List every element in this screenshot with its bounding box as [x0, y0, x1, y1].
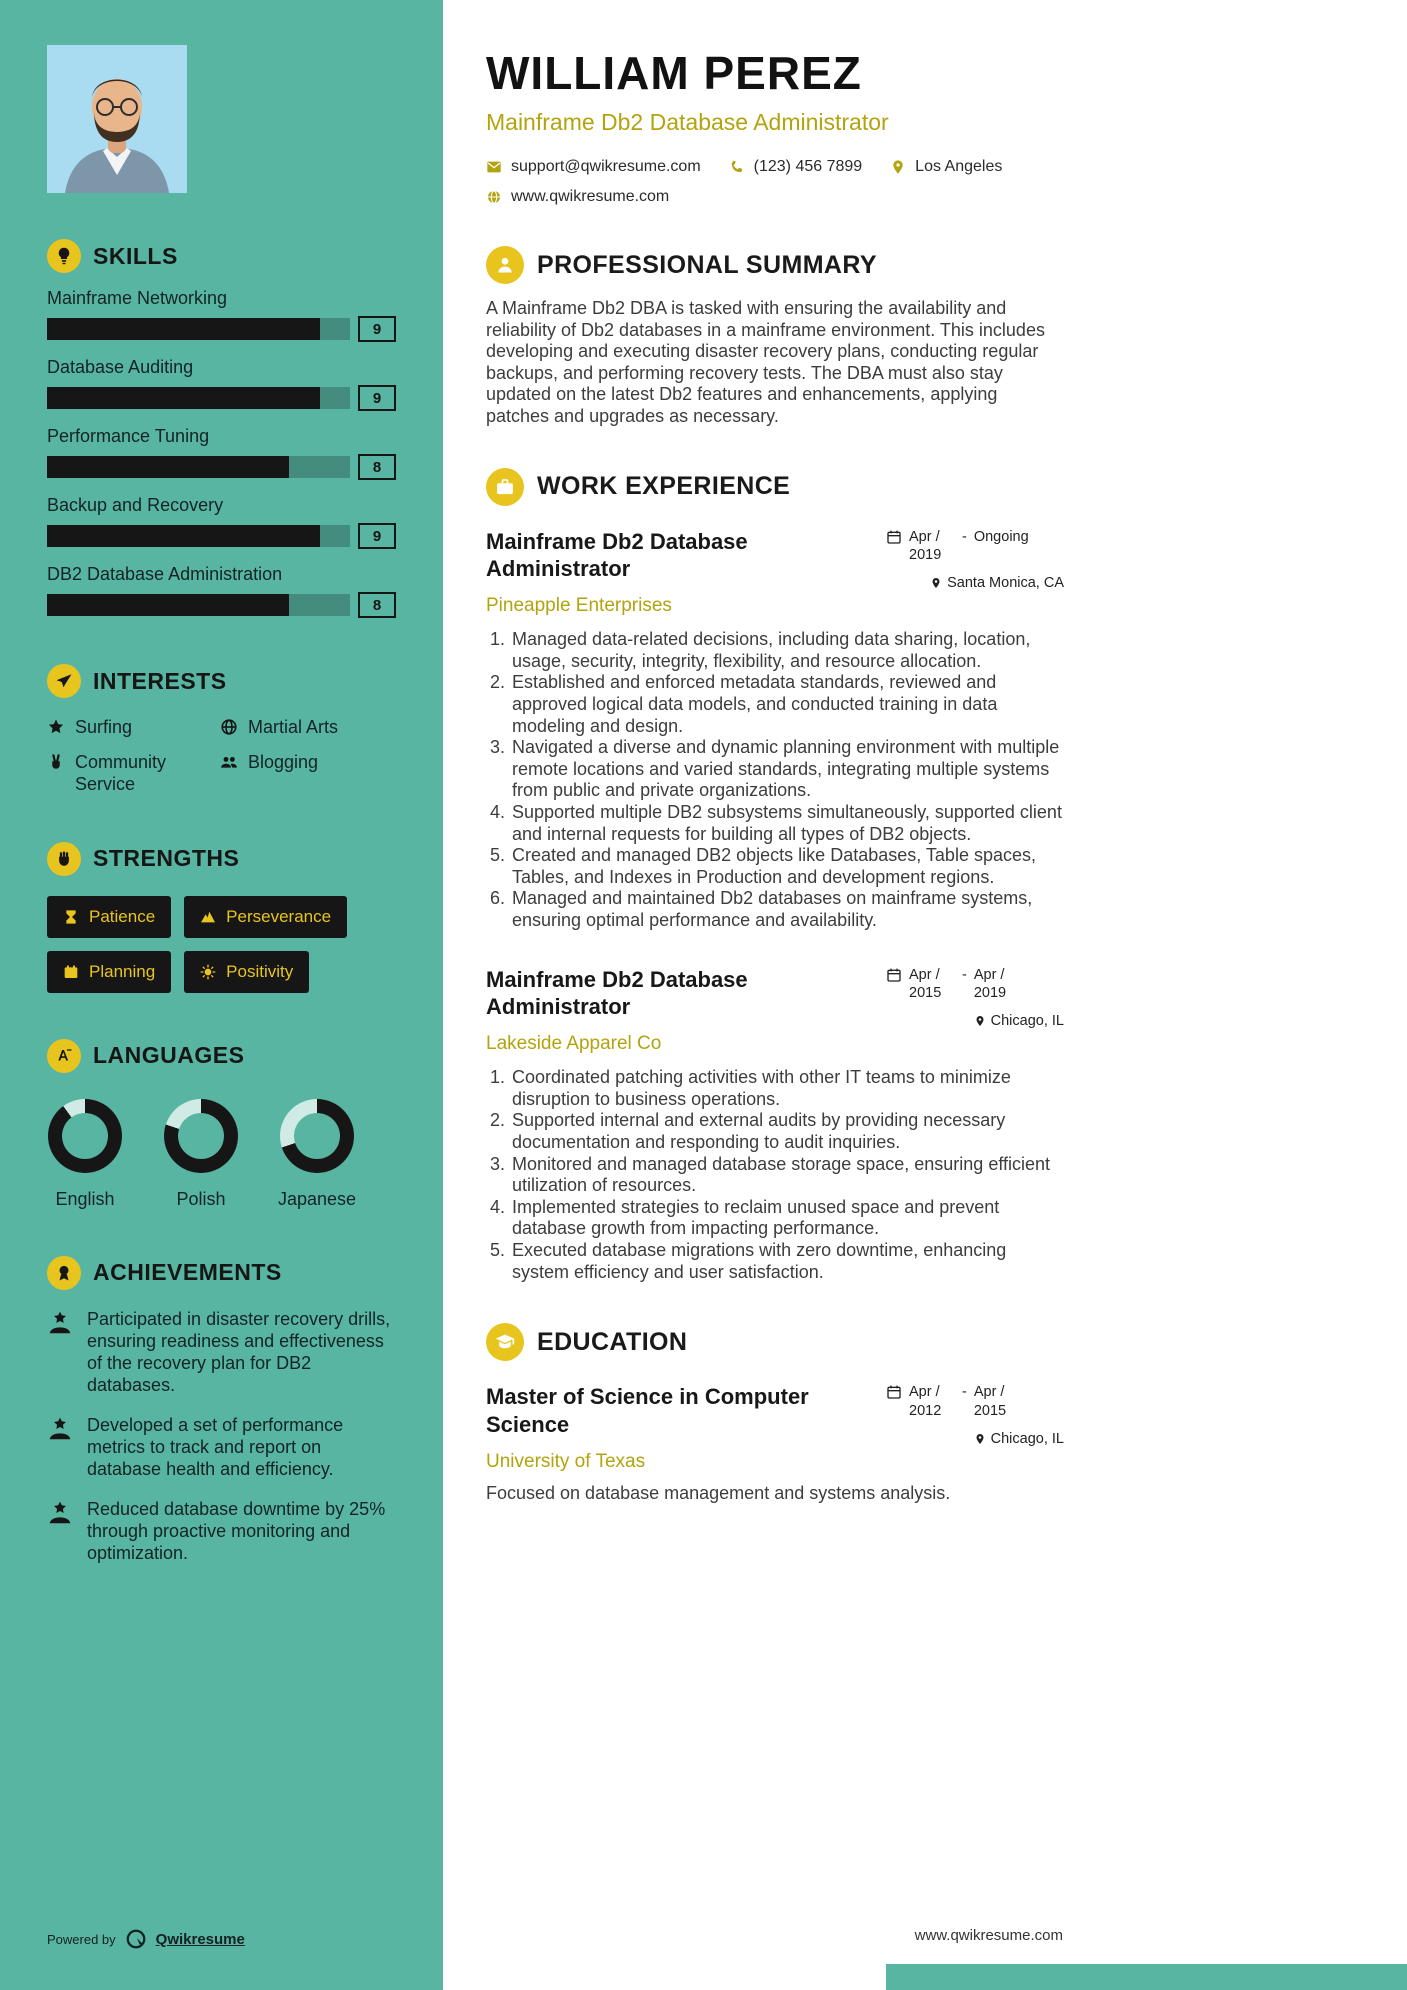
- interests-section: [47, 664, 396, 796]
- skill-bar: [47, 318, 350, 340]
- lightbulb-icon: [47, 239, 81, 273]
- education-section: [486, 1323, 1064, 1504]
- skill-bar: [47, 456, 350, 478]
- skills-section: [47, 239, 396, 618]
- award-hand-icon: [47, 1416, 73, 1442]
- company-name: Lakeside Apparel Co: [486, 1033, 662, 1055]
- pin-icon: [974, 1014, 986, 1028]
- hourglass-icon: [63, 909, 79, 925]
- date-separator: -: [962, 966, 967, 983]
- experience-title: WORK EXPERIENCE: [537, 472, 791, 501]
- location-item: [890, 158, 1002, 176]
- fist-icon: [47, 842, 81, 876]
- job-dates: [886, 966, 1064, 1004]
- candidate-title: Mainframe Db2 Database Administrator: [486, 109, 889, 135]
- achievement-item: [47, 1414, 396, 1481]
- language-item: [47, 1099, 123, 1210]
- interest-item: [47, 716, 220, 739]
- strengths-section: [47, 842, 396, 993]
- peace-hand-icon: [47, 753, 65, 771]
- calendar-icon: [886, 967, 902, 983]
- sidebar: [0, 0, 443, 1990]
- pin-icon: [974, 1432, 986, 1446]
- job-date-start: Apr / 2019: [909, 528, 942, 564]
- strength-label: Positivity: [226, 961, 294, 981]
- skills-heading: [47, 239, 396, 273]
- experience-heading: [486, 468, 1064, 506]
- language-donut-chart: [164, 1099, 238, 1173]
- job-role: Mainframe Db2 Database Administrator: [486, 966, 748, 1020]
- education-dates: [886, 1383, 1064, 1421]
- job-date-end: Apr / 2019: [973, 966, 1007, 1002]
- strength-patience: [47, 896, 171, 938]
- website-item: [486, 188, 669, 206]
- pin-icon: [930, 576, 942, 590]
- medal-icon: [47, 1256, 81, 1290]
- job-dates: [886, 528, 1064, 566]
- skill-score: 8: [358, 592, 396, 618]
- calendar-icon: [886, 1384, 902, 1400]
- bottom-accent-strip: [886, 1964, 1407, 1990]
- skill-item: [47, 357, 396, 411]
- skill-bar: [47, 594, 350, 616]
- briefcase-icon: [486, 468, 524, 506]
- summary-title: PROFESSIONAL SUMMARY: [537, 250, 877, 279]
- date-separator: -: [962, 528, 967, 545]
- achievement-text: Participated in disaster recovery drills, ensuring readiness and effectiveness of the recovery plan for DB2 databases.: [87, 1308, 391, 1396]
- skill-name: DB2 Database Administration: [47, 564, 283, 584]
- job-bullet: 3. Navigated a diverse and dynamic planning environment with multiple remote locations and varied standards, integrating multiple systems from public and private organizations.: [510, 737, 1064, 802]
- languages-heading: [47, 1039, 396, 1073]
- interest-label: Surfing: [75, 717, 133, 737]
- job-bullet: 5. Created and managed DB2 objects like Databases, Table spaces, Tables, and Indexes in Production and development regions.: [510, 845, 1064, 888]
- strength-planning: [47, 951, 171, 993]
- skill-name: Mainframe Networking: [47, 288, 228, 308]
- phone-item: [729, 158, 863, 176]
- strength-perseverance: [184, 896, 347, 938]
- summary-text: A Mainframe Db2 DBA is tasked with ensuring the availability and reliability of Db2 databases in a mainframe environment. This includes developing and executing disaster recovery plans, conducting regular backups, and performing recovery tests. The DBA must also stay updated on the latest Db2 features and enhancements, applying patches and upgrades as necessary.: [486, 298, 1045, 426]
- interests-title: INTERESTS: [93, 667, 227, 694]
- education-heading: [486, 1323, 1064, 1361]
- skill-score: 8: [358, 454, 396, 480]
- translate-icon: [47, 1039, 81, 1073]
- contact-row: [486, 188, 1126, 206]
- degree-name: Master of Science in Computer Science: [486, 1384, 809, 1437]
- pin-icon: [890, 159, 906, 175]
- languages-title: LANGUAGES: [93, 1042, 245, 1068]
- language-donut-chart: [48, 1099, 122, 1173]
- achievement-text: Developed a set of performance metrics to track and report on database health and efficiency.: [87, 1414, 344, 1480]
- skill-name: Performance Tuning: [47, 426, 210, 446]
- job-bullet: 4. Supported multiple DB2 subsystems simultaneously, supported client and internal requests for building all types of DB2 objects.: [510, 802, 1064, 845]
- skill-name: Database Auditing: [47, 357, 194, 377]
- skill-score: 9: [358, 316, 396, 342]
- achievements-heading: [47, 1256, 396, 1290]
- graduation-cap-icon: [486, 1323, 524, 1361]
- job-bullet: 4. Implemented strategies to reclaim unused space and prevent database growth from impacting performance.: [510, 1197, 1064, 1240]
- language-donut-chart: [280, 1099, 354, 1173]
- languages-section: [47, 1039, 396, 1210]
- email-item: [486, 158, 701, 176]
- language-item: [279, 1099, 355, 1210]
- person-icon: [486, 246, 524, 284]
- education-note: Focused on database management and systems analysis.: [486, 1482, 951, 1503]
- summary-heading: [486, 246, 1064, 284]
- interests-heading: [47, 664, 396, 698]
- job-bullet: 1. Coordinated patching activities with other IT teams to minimize disruption to business operations.: [510, 1067, 1064, 1110]
- skill-name: Backup and Recovery: [47, 495, 224, 515]
- interest-item: [220, 751, 396, 796]
- skill-item: [47, 288, 396, 342]
- language-label: English: [55, 1188, 115, 1209]
- envelope-icon: [486, 159, 502, 175]
- achievement-item: [47, 1498, 396, 1565]
- main-content: [443, 0, 1407, 1990]
- interest-label: Blogging: [248, 751, 319, 772]
- education-date-end: Apr / 2015: [973, 1384, 1007, 1420]
- calendar-icon: [63, 964, 79, 980]
- website-link[interactable]: www.qwikresume.com: [511, 188, 670, 205]
- education-date-start: Apr / 2012: [909, 1384, 942, 1420]
- date-separator: -: [962, 1384, 967, 1401]
- job-entry: [486, 528, 1064, 932]
- award-hand-icon: [47, 1310, 73, 1336]
- education-location: Chicago, IL: [886, 1431, 1064, 1447]
- education-title: EDUCATION: [537, 1327, 688, 1356]
- strengths-heading: [47, 842, 396, 876]
- qwikresume-link[interactable]: Qwikresume: [155, 1930, 245, 1948]
- sun-icon: [200, 964, 216, 980]
- job-bullet-list: [486, 629, 1064, 931]
- achievements-section: [47, 1256, 396, 1565]
- job-bullet: 3. Monitored and managed database storage space, ensuring efficient utilization of resources.: [510, 1154, 1064, 1197]
- phone-number: (123) 456 7899: [753, 158, 863, 175]
- strength-label: Perseverance: [226, 906, 332, 926]
- strengths-title: STRENGTHS: [93, 845, 240, 871]
- job-meta: [886, 528, 1064, 592]
- globe-icon: [486, 189, 502, 205]
- job-role: Mainframe Db2 Database Administrator: [486, 528, 748, 582]
- language-label: Polish: [176, 1188, 226, 1209]
- skill-bar: [47, 387, 350, 409]
- star-icon: [47, 718, 65, 736]
- contact-row: [486, 158, 1126, 176]
- calendar-icon: [886, 529, 902, 545]
- skill-score: 9: [358, 385, 396, 411]
- mountain-icon: [200, 909, 216, 925]
- qwikresume-logo: [125, 1928, 147, 1950]
- achievement-item: [47, 1308, 396, 1397]
- job-bullet: 6. Managed and maintained Db2 databases on mainframe systems, ensuring optimal performance and availability.: [510, 888, 1064, 931]
- language-item: [163, 1099, 239, 1210]
- users-icon: [220, 753, 238, 771]
- job-location: Santa Monica, CA: [886, 575, 1064, 591]
- interest-item: [47, 751, 197, 796]
- company-name: Pineapple Enterprises: [486, 595, 672, 617]
- globe-icon: [220, 718, 238, 736]
- skill-item: [47, 564, 396, 618]
- job-date-start: Apr / 2015: [909, 966, 942, 1002]
- sidebar-footer: [47, 1928, 245, 1950]
- interest-label: Community Service: [75, 751, 167, 794]
- language-label: Japanese: [277, 1188, 357, 1209]
- email-link[interactable]: support@qwikresume.com: [511, 158, 701, 175]
- summary-section: [486, 246, 1064, 428]
- skill-item: [47, 426, 396, 480]
- experience-section: [486, 468, 1064, 1284]
- candidate-name: WILLIAM PEREZ: [486, 47, 862, 99]
- job-bullet: 2. Supported internal and external audits by providing necessary documentation and responding to audit inquiries.: [510, 1110, 1064, 1153]
- page-footer-url: www.qwikresume.com: [914, 1927, 1063, 1944]
- skills-title: SKILLS: [93, 242, 178, 269]
- job-bullet-list: [486, 1067, 1064, 1283]
- job-meta: [886, 966, 1064, 1030]
- phone-icon: [729, 159, 745, 175]
- job-entry: [486, 966, 1064, 1284]
- school-name: University of Texas: [486, 1450, 646, 1472]
- job-bullet: 5. Executed database migrations with zero downtime, enhancing system efficiency and user satisfaction.: [510, 1240, 1064, 1283]
- job-location: Chicago, IL: [886, 1013, 1064, 1029]
- job-bullet: 2. Established and enforced metadata standards, reviewed and approved logical data models, and conducted training in data modeling and design.: [510, 672, 1064, 737]
- skill-score: 9: [358, 523, 396, 549]
- job-bullet: 1. Managed data-related decisions, including data sharing, location, usage, security, integrity, flexibility, and resource allocation.: [510, 629, 1064, 672]
- strength-label: Planning: [89, 961, 156, 981]
- skill-bar: [47, 525, 350, 547]
- strength-label: Patience: [89, 906, 156, 926]
- interest-label: Martial Arts: [248, 717, 339, 737]
- achievement-text: Reduced database downtime by 25% through proactive monitoring and optimization.: [87, 1498, 386, 1564]
- interest-item: [220, 716, 396, 739]
- achievements-title: ACHIEVEMENTS: [93, 1259, 282, 1285]
- skill-item: [47, 495, 396, 549]
- profile-photo: [47, 45, 187, 193]
- award-hand-icon: [47, 1500, 73, 1526]
- location-text: Los Angeles: [915, 158, 1003, 175]
- paper-plane-icon: [47, 664, 81, 698]
- strength-positivity: [184, 951, 309, 993]
- powered-by-label: Powered by: [47, 1931, 116, 1947]
- job-date-end: Ongoing: [973, 528, 1029, 545]
- education-meta: [886, 1383, 1064, 1447]
- education-entry: [486, 1383, 1064, 1504]
